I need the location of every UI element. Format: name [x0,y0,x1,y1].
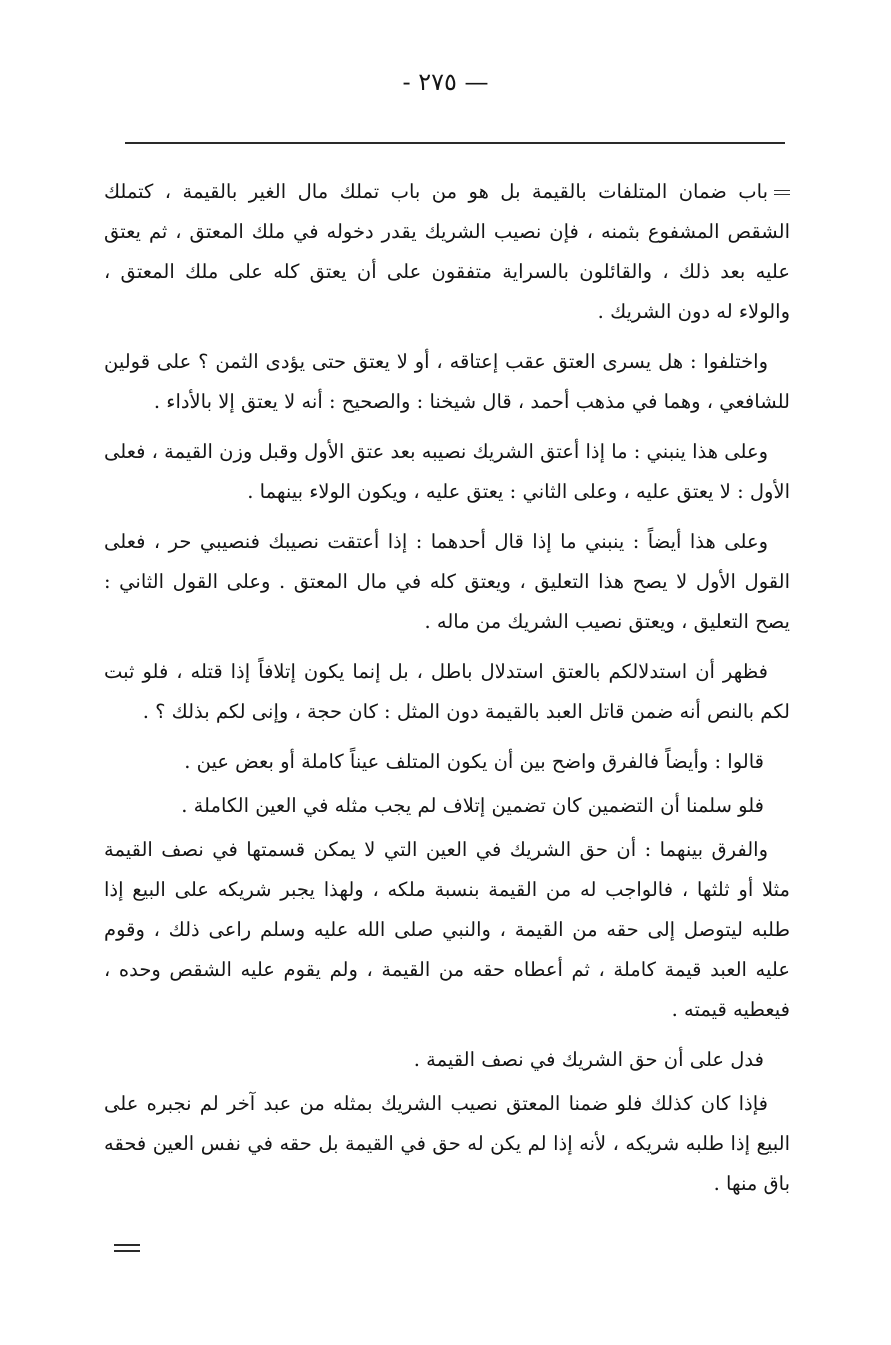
page-continuation-mark [114,1244,140,1252]
paragraph-2 [104,342,790,422]
paragraph-text: فإذا كان كذلك فلو ضمنا المعتق نصيب الشريك بمثله من عبد آخر لم نجبره على البيع إذا طلبه شريكه ، لأنه إذا لم يكن له حق في القيمة بل حقه في نفس العين فحقه باق منها . [104,1092,790,1195]
paragraph-text: والفرق بينهما : أن حق الشريك في العين التي لا يمكن قسمتها في نصف القيمة مثلا أو ثلثها ، فالواجب له من القيمة بنسبة ملكه ، ولهذا يجبر شريكه على البيع إذا طلبه ليتوصل إلى حقه من القيمة ، والنبي صلى الله عليه وسلم راعى ذلك ، وقوم عليه العبد قيمة كاملة ، ثم أعطاه حقه من القيمة ، ولم يقوم عليه الشقص وحده ، فيعطيه قيمته . [104,838,790,1021]
paragraph-text: فدل على أن حق الشريك في نصف القيمة . [413,1048,764,1071]
paragraph-text: فظهر أن استدلالكم بالعتق استدلال باطل ، بل إنما يكون إتلافاً إذا قتله ، فلو ثبت لكم بالنص أنه ضمن قاتل العبد بالقيمة دون المثل : كان حجة ، وإنى لكم بذلك ؟ . [104,660,790,723]
header-divider [125,142,785,144]
paragraph-7 [104,786,790,826]
paragraph-9 [104,1040,790,1080]
paragraph-text: وعلى هذا أيضاً : ينبني ما إذا قال أحدهما : إذا أعتقت نصيبك فنصيبي حر ، فعلى القول الأول لا يصح هذا التعليق ، ويعتق كله في مال المعتق . وعلى القول الثاني : يصح التعليق ، ويعتق نصيب الشريك من ماله . [104,530,790,633]
paragraph-4 [104,522,790,642]
paragraph-3 [104,432,790,512]
paragraph-6 [104,742,790,782]
page-number: — ٢٧٥ - [402,68,489,96]
paragraph-10 [104,1084,790,1204]
paragraph-text: باب ضمان المتلفات بالقيمة بل هو من باب تملك مال الغير بالقيمة ، كتملك الشقص المشفوع بثمنه ، فإن نصيب الشريك يقدر دخوله في ملك المعتق ، ثم يعتق عليه بعد ذلك ، والقائلون بالسراية متفقون على أن يعتق كله على ملك المعتق ، والولاء له دون الشريك . [104,180,790,323]
paragraph-text: وعلى هذا ينبني : ما إذا أعتق الشريك نصيبه بعد عتق الأول وقبل وزن القيمة ، فعلى الأول : لا يعتق عليه ، وعلى الثاني : يعتق عليه ، ويكون الولاء بينهما . [104,440,790,503]
paragraph-text: قالوا : وأيضاً فالفرق واضح بين أن يكون المتلف عيناً كاملة أو بعض عين . [184,750,764,773]
paragraph-text: واختلفوا : هل يسرى العتق عقب إعتاقه ، أو لا يعتق حتى يؤدى الثمن ؟ على قولين للشافعي ، وهما في مذهب أحمد ، قال شيخنا : والصحيح : أنه لا يعتق إلا بالأداء . [104,350,790,413]
continuation-mark [774,190,790,195]
paragraph-1 [104,172,790,332]
paragraph-5 [104,652,790,732]
paragraph-text: فلو سلمنا أن التضمين كان تضمين إتلاف لم يجب مثله في العين الكاملة . [181,794,764,817]
paragraph-8 [104,830,790,1030]
page-body [104,172,790,1214]
